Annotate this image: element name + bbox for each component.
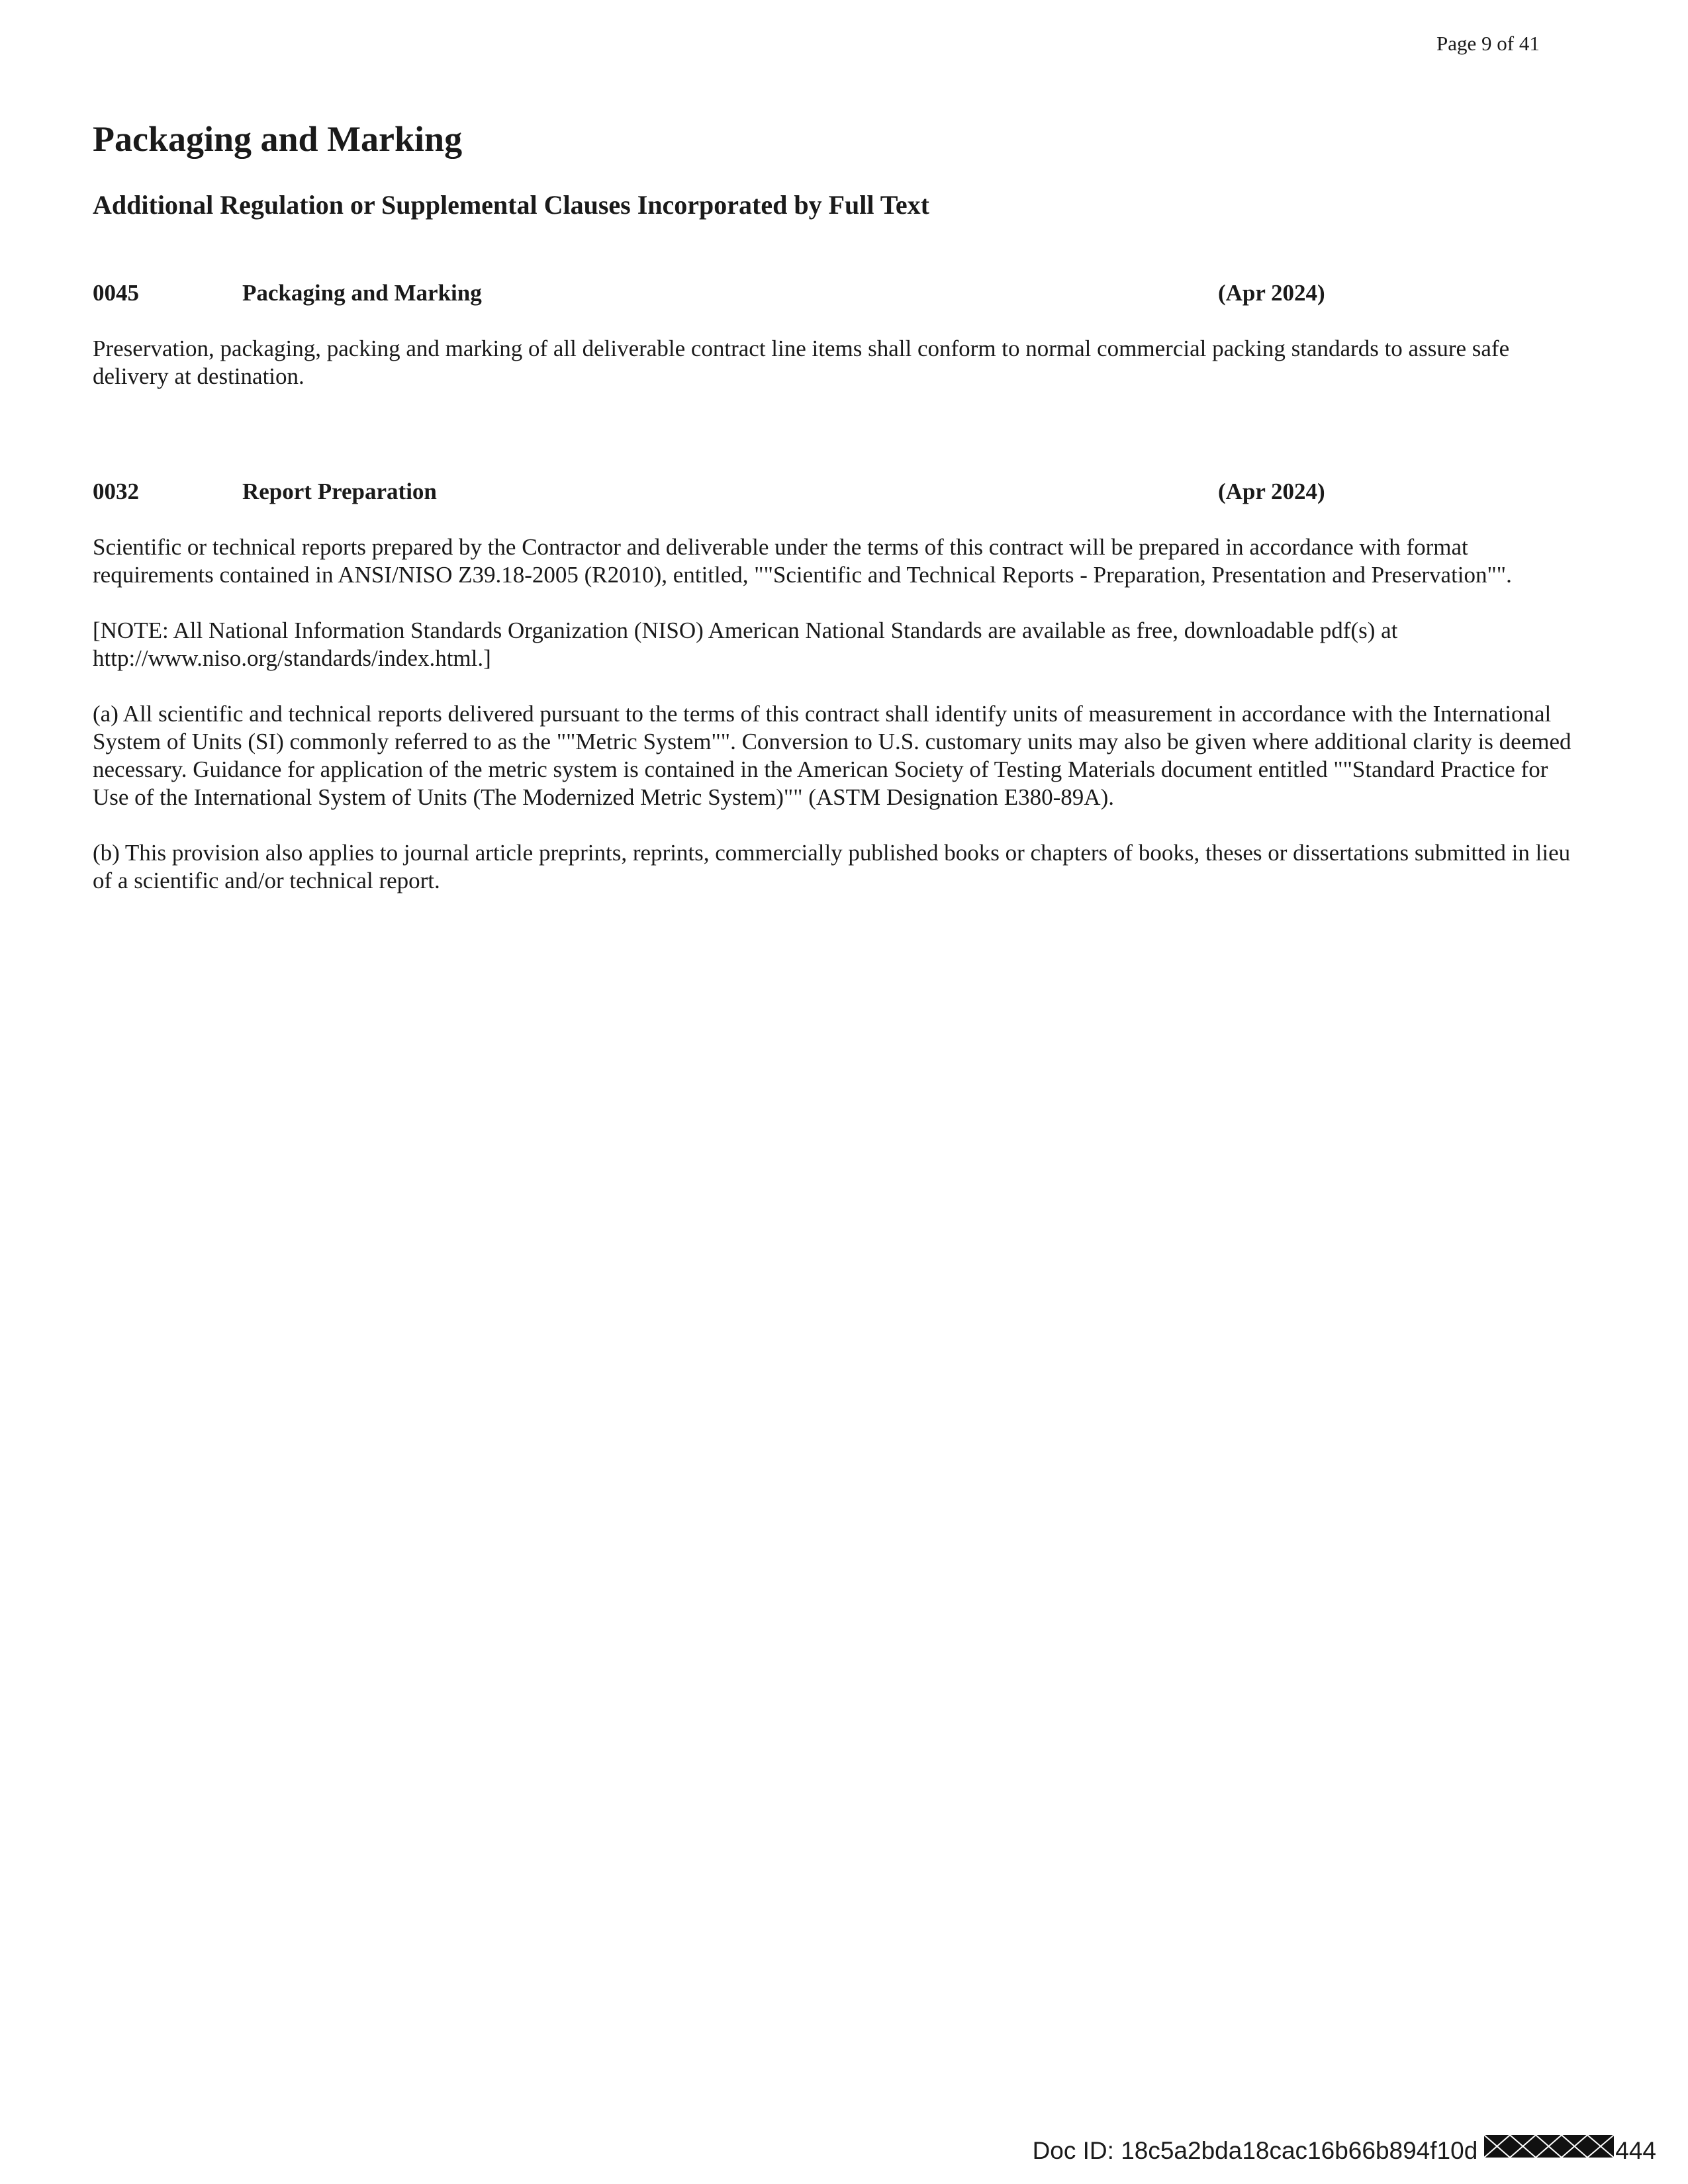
doc-id-footer [1033,2136,1656,2165]
clause-paragraph-b: (b) This provision also applies to journal article preprints, reprints, commercially published books or chapters of books, theses or dissertations submitted in lieu of a scientific and/or technical report. [93,840,1571,893]
page-number: Page 9 of 41 [1436,32,1540,55]
doc-id-text: Doc ID: 18c5a2bda18cac16b66b894f10d [1032,2137,1478,2164]
note-paragraph: [NOTE: All National Information Standards Organization (NISO) American National Standards are available as free, downloadable pdf(s) at http://www.niso.org/standards/index.html.] [93,617,1398,671]
clause-number: 0032 [93,478,139,504]
clause-header [93,278,1575,308]
redaction-mark [1484,2135,1614,2158]
clause-paragraph-a: (a) All scientific and technical reports delivered pursuant to the terms of this contract shall identify units of measurement in accordance with the International System of Units (SI) commonly referred to as the ""Metric System"". Conversion to U.S. customary units may also be given where additional clarity is deemed necessary. Guidance for application of the metric system is contained in the American Society of Testing Materials document entitled ""Standard Practice for Use of the International System of Units (The Modernized Metric System)"" (ASTM Designation E380-89A). [93,701,1571,810]
clause-packaging-marking [93,278,1575,390]
doc-id-suffix: 444 [1615,2137,1656,2164]
document-body [93,116,1575,895]
clause-date: (Apr 2024) [1218,280,1325,306]
section-title: Packaging and Marking [93,119,463,159]
clause-number: 0045 [93,280,139,306]
clause-paragraph: Scientific or technical reports prepared by the Contractor and deliverable under the terms of this contract will be prepared in accordance with format requirements contained in ANSI/NISO Z39.18-2005 (R2010), entitled, ""Scientific and Technical Reports - Preparation, Presentation and Preservation"". [93,534,1512,588]
clause-title: Packaging and Marking [242,280,482,306]
clause-date: (Apr 2024) [1218,478,1325,504]
clause-header [93,477,1575,507]
clause-paragraph: Preservation, packaging, packing and marking of all deliverable contract line items shall conform to normal commercial packing standards to assure safe delivery at destination. [93,336,1510,389]
clause-report-preparation [93,477,1575,895]
section-subtitle: Additional Regulation or Supplemental Clauses Incorporated by Full Text [93,190,929,220]
clause-title: Report Preparation [242,478,437,504]
